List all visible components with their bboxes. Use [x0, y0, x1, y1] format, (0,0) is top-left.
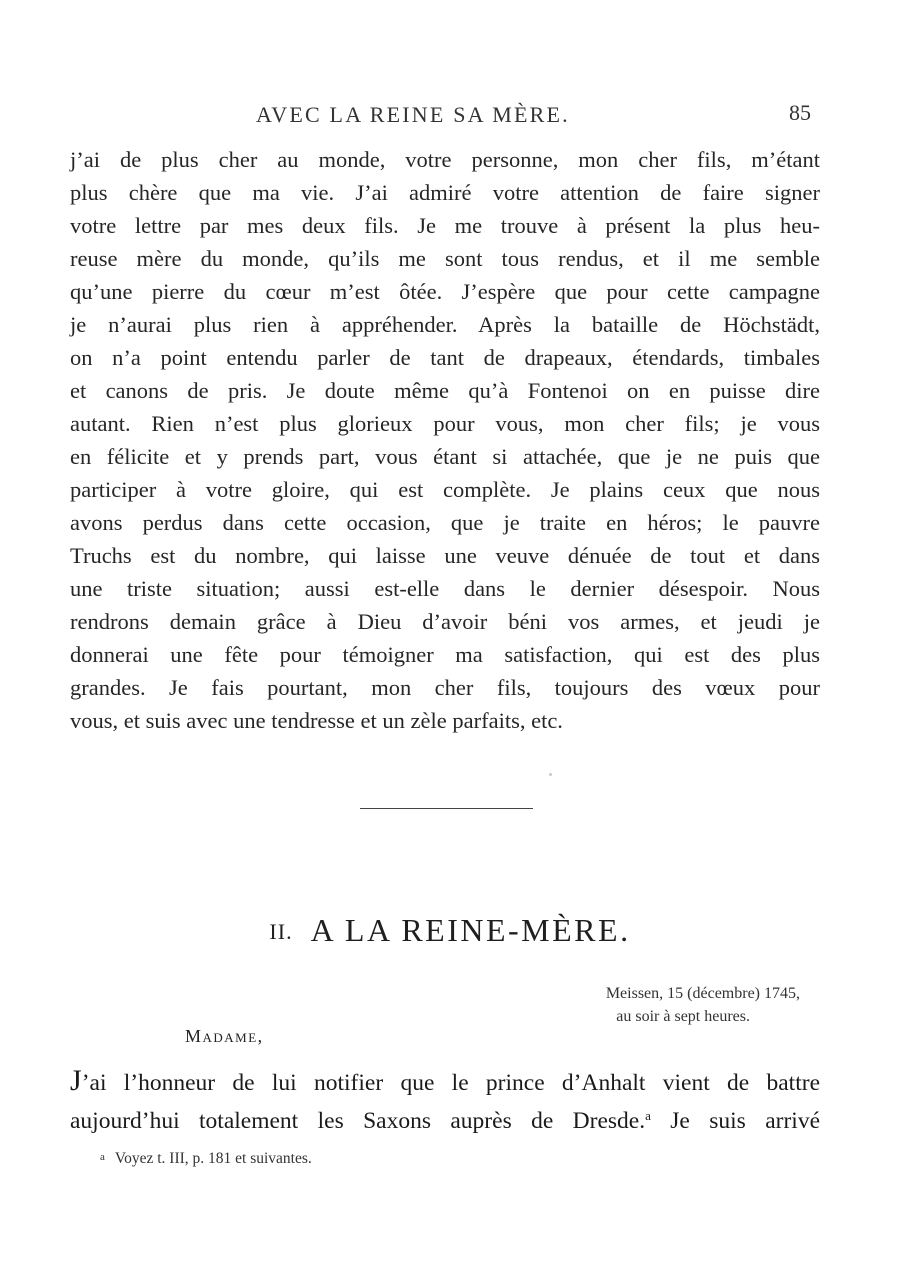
text-line: votre lettre par mes deux fils. Je me trouve à présent la plus heu- — [70, 213, 820, 238]
salutation: Madame, — [185, 1026, 264, 1046]
running-title: AVEC LA REINE SA MÈRE. — [256, 102, 570, 127]
text-line: j’ai de plus cher au monde, votre personne, mon cher fils, m’étant — [70, 147, 820, 172]
letter-number: II. — [269, 919, 293, 944]
text-line: avons perdus dans cette occasion, que je traite en héros; le pauvre — [70, 510, 820, 535]
text-line: rendrons demain grâce à Dieu d’avoir béni vos armes, et jeudi je — [70, 609, 820, 634]
page-number: 85 — [789, 100, 811, 125]
letter-line — [70, 1063, 820, 1098]
text-line: donnerai une fête pour témoigner ma satisfaction, qui est des plus — [70, 642, 820, 667]
running-head — [0, 98, 900, 134]
text-line: une triste situation; aussi est-elle dans le dernier désespoir. Nous — [70, 576, 820, 601]
dateline — [470, 982, 800, 1028]
text-line: autant. Rien n’est plus glorieux pour vous, mon cher fils; je vous — [70, 411, 820, 436]
letter-line-text: aujourd’hui totalement les Saxons auprès de Dresde. — [70, 1108, 646, 1134]
footnote-mark: a — [100, 1151, 105, 1163]
text-line: et canons de pris. Je doute même qu’à Fontenoi on en puisse dire — [70, 378, 820, 403]
letter-heading — [0, 912, 900, 949]
footnote — [100, 1150, 312, 1168]
letter-title: A LA REINE-MÈRE. — [310, 912, 631, 948]
drop-cap: J — [70, 1064, 82, 1097]
text-line: plus chère que ma vie. J’ai admiré votre attention de faire signer — [70, 180, 820, 205]
text-line: en félicite et y prends part, vous étant si attachée, que je ne puis que — [70, 444, 820, 469]
dateline-time: au soir à sept heures. — [616, 1008, 750, 1025]
text-line: on n’a point entendu parler de tant de drapeaux, étendards, timbales — [70, 345, 820, 370]
text-line: qu’une pierre du cœur m’est ôtée. J’espère que pour cette campagne — [70, 279, 820, 304]
letter-line-text: Je suis arrivé — [650, 1108, 820, 1134]
text-line: Truchs est du nombre, qui laisse une veuve dénuée de tout et dans — [70, 543, 820, 568]
body-text — [70, 143, 820, 737]
letter-line-text: ’ai l’honneur de lui notifier que le prince d’Anhalt vient de battre — [81, 1070, 820, 1096]
printer-speck — [549, 773, 552, 776]
text-line: participer à votre gloire, qui est complète. Je plains ceux que nous — [70, 477, 820, 502]
footnote-reference[interactable]: a — [645, 1108, 651, 1123]
letter-line — [70, 1098, 820, 1133]
section-divider — [360, 808, 533, 809]
letter-text — [70, 1063, 820, 1133]
dateline-place-date: Meissen, 15 (décembre) 1745, — [605, 985, 800, 1002]
footnote-text: Voyez t. III, p. 181 et suivantes. — [114, 1150, 312, 1167]
text-line: grandes. Je fais pourtant, mon cher fils, toujours des vœux pour — [70, 675, 820, 700]
text-line-last: vous, et suis avec une tendresse et un zèle parfaits, etc. — [70, 708, 563, 733]
text-line: je n’aurai plus rien à appréhender. Après la bataille de Höchstädt, — [70, 312, 820, 337]
text-line: reuse mère du monde, qu’ils me sont tous rendus, et il me semble — [70, 246, 820, 271]
